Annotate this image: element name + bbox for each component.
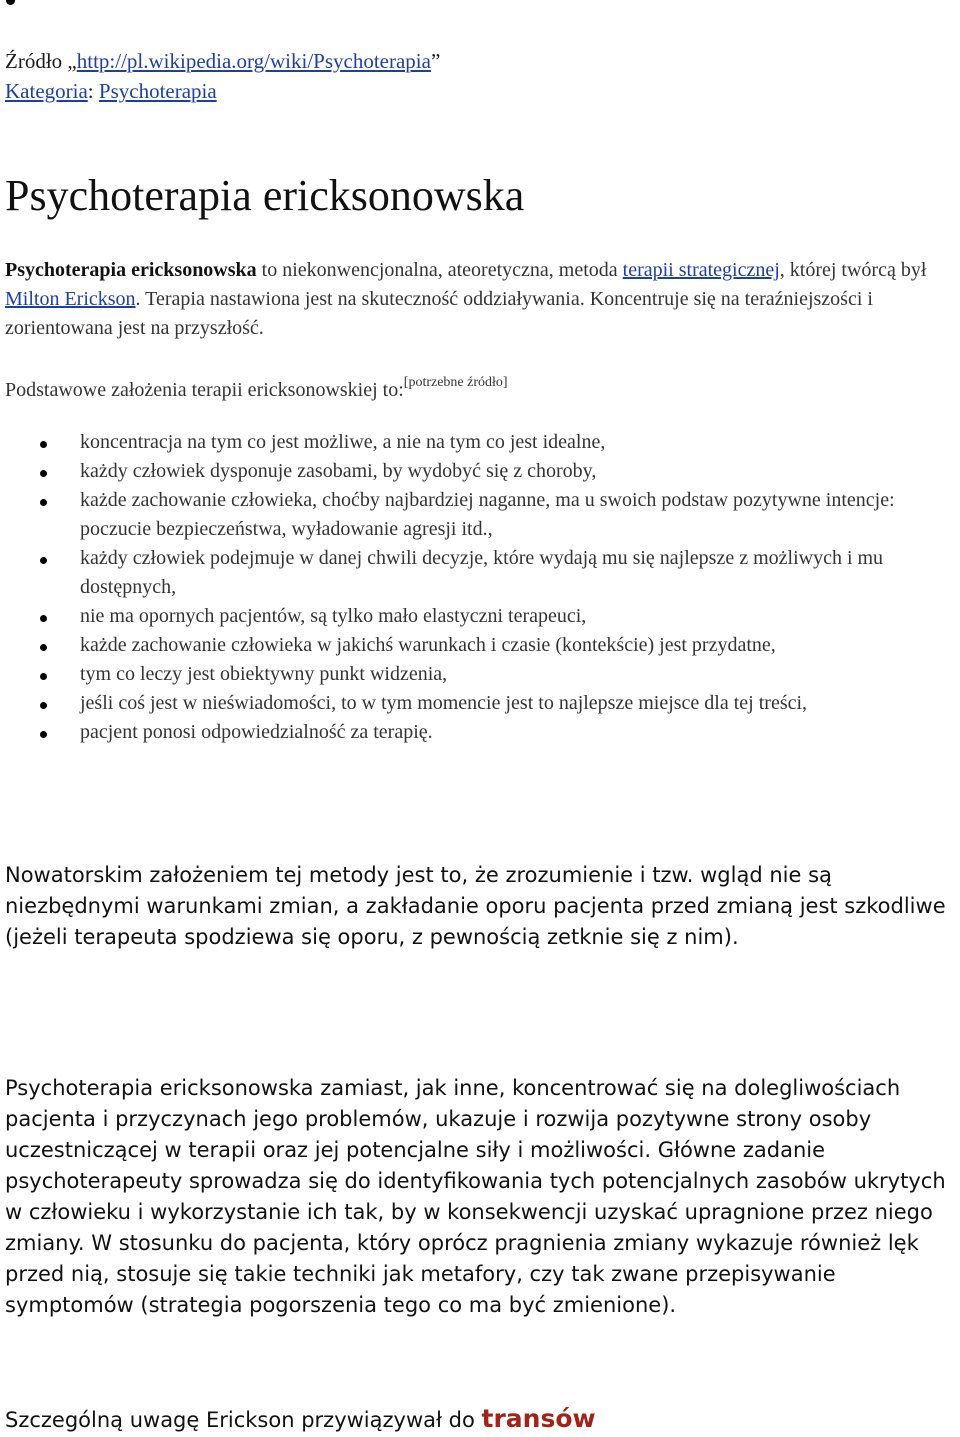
category-label-link[interactable]: Kategoria: [5, 79, 88, 103]
assumptions-lead: [5, 368, 508, 405]
paragraph-trance: [5, 1403, 953, 1436]
intro-paragraph: [5, 256, 955, 343]
page-title: Psychoterapia ericksonowska: [5, 171, 525, 220]
paragraph-resources: Psychoterapia ericksonowska zamiast, jak inne, koncentrować się na dolegliwościach pacjenta i przyczynach jego problemów, ukazuje i rozwija pozytywne strony osoby uczestniczącej w terapii oraz jej potencjalne siły i możliwości. Główne zadanie psychoterapeuty sprowadza się do identyfikowania tych potencjalnych zasobów ukrytych w człowieku i wykorzystanie ich tak, by w konsekwencji uzyskać upragnione przez niego zmiany. W stosunku do pacjenta, który oprócz pragnienia zmiany wykazuje również lęk przed nią, stosuje się takie techniki jak metafory, czy tak zwane przepisywanie symptomów (strategia pogorszenia tego co ma być zmienione).: [5, 1076, 946, 1317]
list-item: tym co leczy jest obiektywny punkt widzenia,: [80, 660, 960, 689]
bullet-icon: [6, 0, 15, 5]
intro-text-2: , której twórcą był: [779, 259, 927, 281]
paragraph-insight: Nowatorskim założeniem tej metody jest to, że zrozumienie i tzw. wgląd nie są niezbędnymi warunkami zmian, a zakładanie oporu pacjenta przed zmianą jest szkodliwe (jeżeli terapeuta spodziewa się oporu, z pewnością zetknie się z nim).: [5, 863, 946, 949]
source-prefix: Źródło „: [5, 49, 77, 73]
citation-needed-note: [potrzebne źródło]: [403, 375, 508, 390]
trans-highlight: transów: [481, 1404, 596, 1433]
source-link[interactable]: http://pl.wikipedia.org/wiki/Psychoterapia: [76, 49, 431, 73]
assumptions-list: [0, 428, 960, 747]
list-item: każdy człowiek dysponuje zasobami, by wydobyć się z choroby,: [80, 457, 960, 486]
list-item: każde zachowanie człowieka, choćby najbardziej naganne, ma u swoich podstaw pozytywne intencje: poczucie bezpieczeństwa, wyładowanie agresji itd.,: [80, 486, 960, 544]
source-suffix: ”: [430, 49, 441, 73]
intro-text-1: to niekonwencjonalna, ateoretyczna, metoda: [256, 259, 623, 281]
source-line: [5, 47, 440, 75]
terapii-strategicznej-link[interactable]: terapii strategicznej: [622, 259, 780, 281]
intro-text-3: . Terapia nastawiona jest na skuteczność oddziaływania. Koncentruje się na teraźniejszości i zorientowana jest na przyszłość.: [5, 288, 873, 339]
list-item: każde zachowanie człowieka w jakichś warunkach i czasie (kontekście) jest przydatne,: [80, 631, 960, 660]
list-item: pacjent ponosi odpowiedzialność za terapię.: [80, 718, 960, 747]
list-item: każdy człowiek podejmuje w danej chwili decyzje, które wydają mu się najlepsze z możliwych i mu dostępnych,: [80, 544, 960, 602]
category-line: [5, 77, 217, 105]
category-value-link[interactable]: Psychoterapia: [98, 79, 217, 103]
assumptions-lead-text: Podstawowe założenia terapii ericksonowskiej to:: [5, 379, 404, 401]
list-item: nie ma opornych pacjentów, są tylko mało elastyczni terapeuci,: [80, 602, 960, 631]
paragraph-trance-text: Szczególną uwagę Erickson przywiązywał do: [5, 1408, 482, 1432]
category-separator: :: [87, 79, 99, 103]
list-item: koncentracja na tym co jest możliwe, a nie na tym co jest idealne,: [80, 428, 960, 457]
intro-bold-term: Psychoterapia ericksonowska: [5, 259, 257, 281]
list-item: jeśli coś jest w nieświadomości, to w tym momencie jest to najlepsze miejsce dla tej treści,: [80, 689, 960, 718]
milton-erickson-link[interactable]: Milton Erickson: [5, 288, 136, 310]
